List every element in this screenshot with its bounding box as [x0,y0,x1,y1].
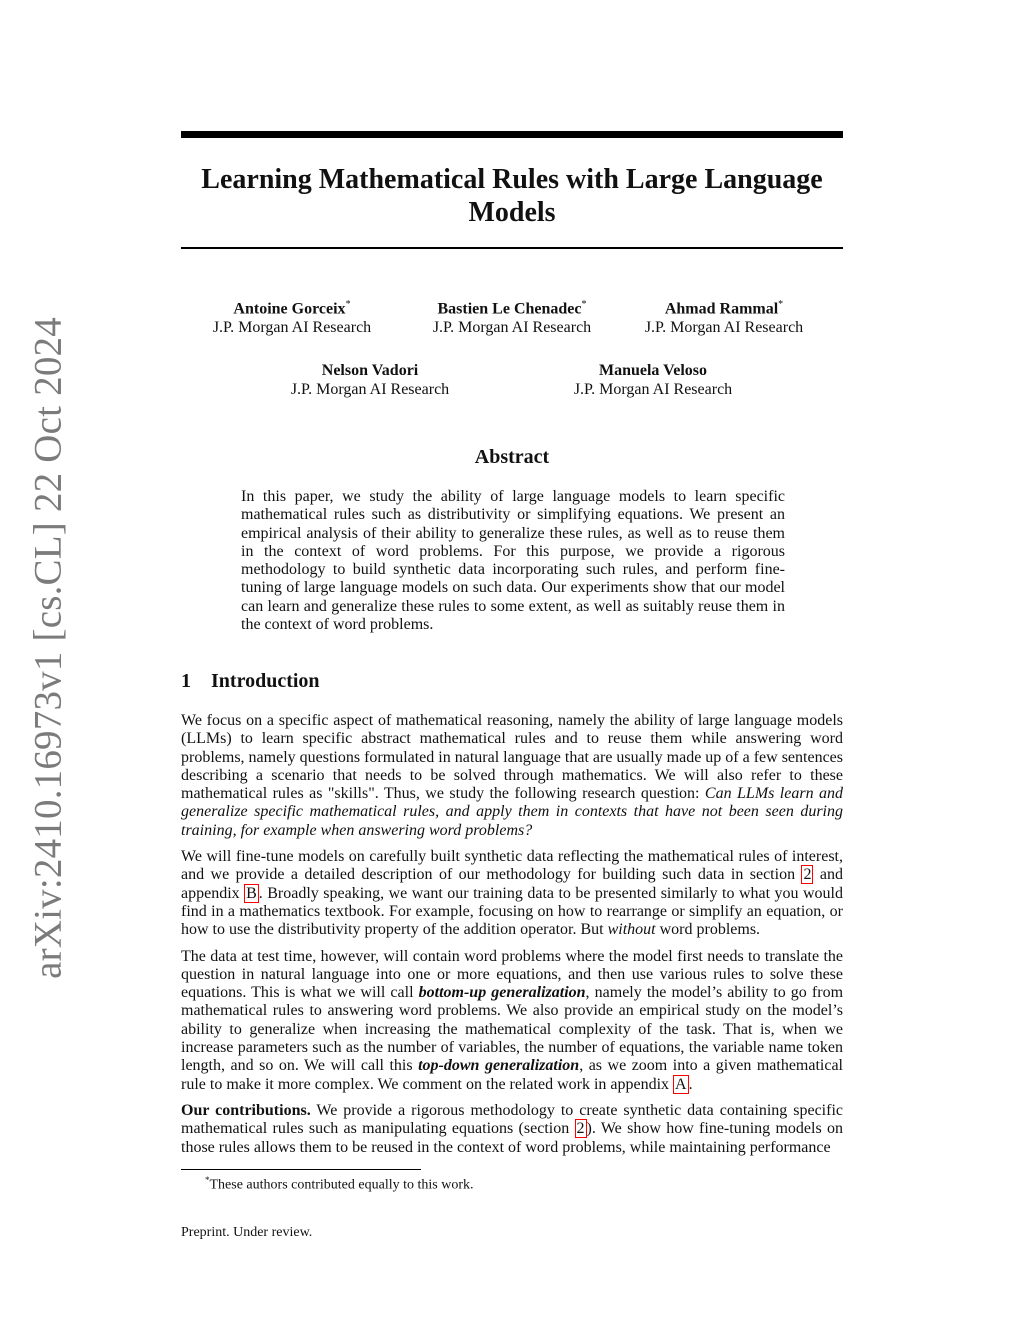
author-block [624,295,824,337]
term-bottom-up: bottom-up generalization [418,984,586,1002]
appendix-reference-link[interactable]: B [246,884,257,902]
section-number: 1 [181,670,191,692]
contributions-label: Our contributions. [181,1101,311,1119]
section-reference-link[interactable]: 2 [576,1120,585,1138]
author-name: Bastien Le Chenadec* [437,299,587,318]
author-block [553,361,753,399]
appendix-reference-link[interactable]: A [675,1075,687,1093]
author-name: Antoine Gorceix* [233,299,351,318]
footnote-divider [181,1169,421,1170]
paper-title: Learning Mathematical Rules with Large Language Models [201,164,823,228]
footnote: *These authors contributed equally to this work. [205,1175,474,1193]
paragraph: We focus on a specific aspect of mathematical reasoning, namely the ability of large language models (LLMs) to learn specific abstract mathematical rules and to reuse them while answering word problems, namely questions formulated in natural language that are usually made up of a few sentences describing a scenario that needs to be solved through mathematics. We will also refer to these mathematical rules as "skills". Thus, we study the following research question: Can LLMs learn and generalize specific mathematical rules, and apply them in contexts that have not been seen during training, for example when answering word problems? [181,712,844,839]
author-name: Manuela Veloso [598,362,707,379]
paragraph: Our contributions. We provide a rigorous methodology to create synthetic data containing specific mathematical rules such as manipulating equations (section 2 ). We show how fine-tuning models on those rules allows them to be reused in the context of word problems, while maintaining performance [181,1101,844,1156]
paragraph: The data at test time, however, will contain word problems where the model first needs to translate the question in natural language into one or more equations, and then use various rules to solve these equations. This is what we will call bottom-up generalization, namely the model’s ability to go from mathematical rules to answering word problems. We also provide an empirical study on the model’s ability to generalize when increasing the mathematical complexity of the task. That is, when we increase parameters such as the number of variables, the number of equations, the variable name token length, and so on. We will call this top-down generalization, as we zoom into a given mathematical rule to make it more complex. We comment on the related work in appendix A . [181,947,844,1093]
author-affiliation: J.P. Morgan AI Research [644,319,804,337]
author-affiliation: J.P. Morgan AI Research [290,381,450,398]
abstract-text: In this paper, we study the ability of large language models to learn specific mathematical rules such as distributivity or simplifying equations. We present an empirical analysis of their ability to generalize these rules, as well as to reuse them in the context of word problems. For this purpose, we provide a rigorous methodology to build synthetic data incorporating such rules, and perform fine-tuning of large language models on such data. Our experiments show that our model can learn and generalize these rules to some extent, as well as suitably reuse them in the context of word problems. [241,488,785,634]
introduction-body [181,712,843,1165]
section-heading-introduction [181,670,320,693]
abstract-heading: Abstract [474,446,550,468]
author-name: Nelson Vadori [321,362,419,379]
author-block [192,295,392,337]
author-affiliation: J.P. Morgan AI Research [432,319,592,337]
section-reference-link[interactable]: 2 [803,866,812,884]
title-top-rule [181,131,843,138]
author-block [412,295,612,337]
title-bottom-rule [181,247,843,249]
section-title: Introduction [211,670,320,692]
author-affiliation: J.P. Morgan AI Research [212,319,372,337]
paragraph: We will fine-tune models on carefully built synthetic data reflecting the mathematical rules of interest, and we provide a detailed description of our methodology for building such data in section 2 and appendix B . Broadly speaking, we want our training data to be presented similarly to what you would find in a mathematics textbook. For example, focusing on how to rearrange or simplify an equation, or how to use the distributivity property of the addition operator. But without word problems. [181,848,844,939]
emphasis: without [607,921,656,939]
arxiv-identifier: arXiv:2410.16973v1 [cs.CL] 22 Oct 2024 [26,317,70,979]
term-top-down: top-down generalization [418,1057,580,1075]
author-name: Ahmad Rammal* [664,299,784,318]
research-question: Can LLMs learn and generalize specific mathematical rules, and apply them in contexts that have not been seen during training, for example when answering word problems? [181,785,844,839]
author-affiliation: J.P. Morgan AI Research [573,381,733,398]
author-block [270,361,470,399]
footer-preprint-note: Preprint. Under review. [181,1225,313,1240]
